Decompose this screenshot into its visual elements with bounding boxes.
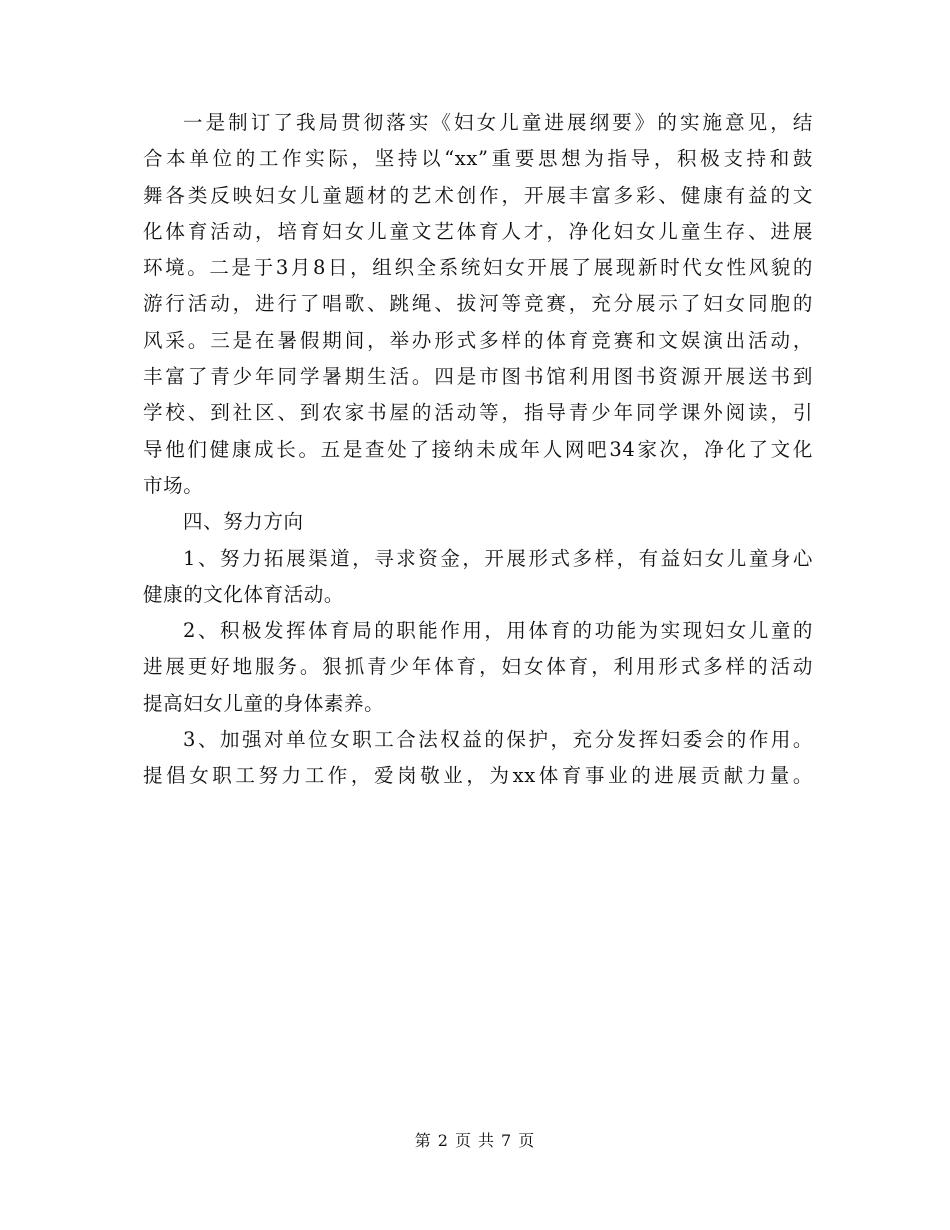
text-line: 合本单位的工作实际，坚持以“xx”重要思想为指导，积极支持和鼓 [143,147,813,171]
text-line: 进展更好地服务。狠抓青少年体育，妇女体育，利用形式多样的活动 [143,655,813,679]
text-line: 化体育活动，培育妇女儿童文艺体育人才，净化妇女儿童生存、进展 [143,219,813,243]
footer-mid: 页 共 [454,1131,496,1150]
current-page-number: 2 [437,1131,449,1150]
text-line: 导他们健康成长。五是查处了接纳未成年人网吧34家次，净化了文化 [143,437,813,461]
text-line: 1、努力拓展渠道，寻求资金，开展形式多样，有益妇女儿童身心 [183,546,813,570]
text-line: 风采。三是在暑假期间，举办形式多样的体育竞赛和文娱演出活动， [143,328,813,352]
document-body [143,105,813,795]
text-line: 提高妇女儿童的身体素养。 [143,691,385,715]
total-page-count: 7 [501,1131,513,1150]
text-line: 提倡女职工努力工作，爱岗敬业，为xx体育事业的进展贡献力量。 [143,764,813,788]
text-line: 健康的文化体育活动。 [143,582,345,606]
text-line: 丰富了青少年同学暑期生活。四是市图书馆利用图书资源开展送书到 [143,365,813,389]
text-line: 2、积极发挥体育局的职能作用，用体育的功能为实现妇女儿童的 [183,619,813,643]
text-line: 四、努力方向 [183,510,304,534]
text-line: 学校、到社区、到农家书屋的活动等，指导青少年同学课外阅读，引 [143,401,813,425]
footer-prefix: 第 [414,1131,432,1150]
text-line: 游行活动，进行了唱歌、跳绳、拔河等竞赛，充分展示了妇女同胞的 [143,292,813,316]
text-line: 一是制订了我局贯彻落实《妇女儿童进展纲要》的实施意见，结 [183,111,813,134]
footer-suffix: 页 [518,1131,536,1150]
text-line: 3、加强对单位女职工合法权益的保护，充分发挥妇委会的作用。 [183,728,813,752]
page-footer [0,1128,950,1151]
text-line: 环境。二是于3月8日，组织全系统妇女开展了展现新时代女性风貌的 [143,256,813,280]
text-line: 舞各类反映妇女儿童题材的艺术创作，开展丰富多彩、健康有益的文 [143,183,813,207]
text-line: 市场。 [143,473,204,497]
